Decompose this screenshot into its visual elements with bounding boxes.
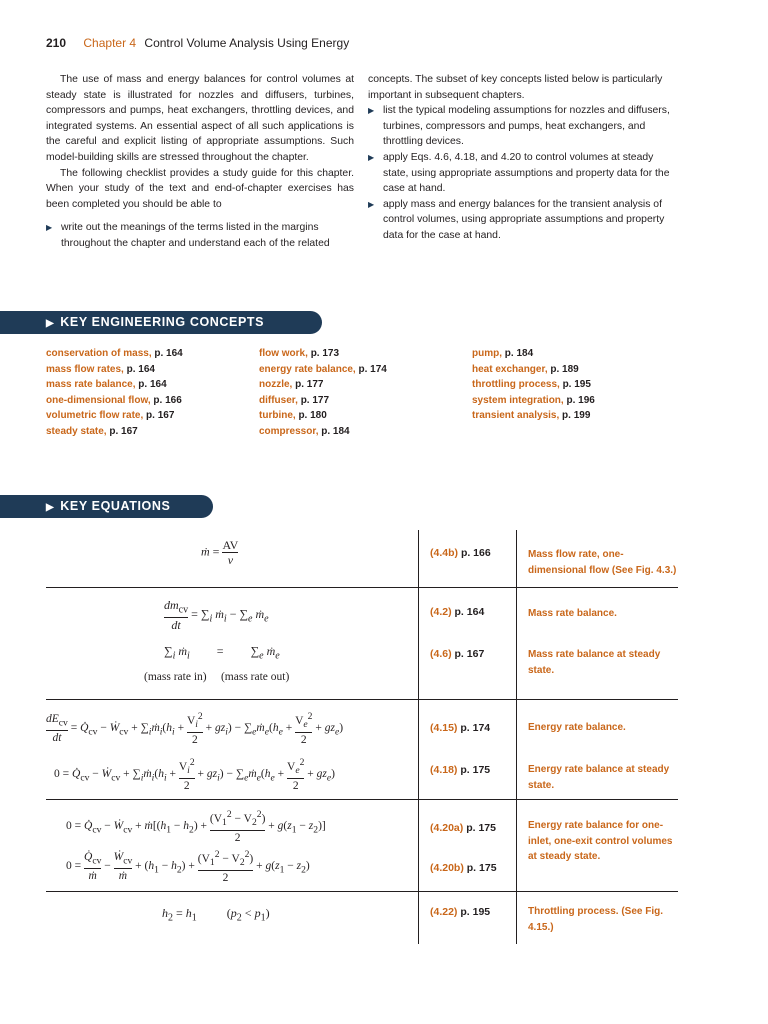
concept-page: p. 196	[566, 394, 595, 406]
checklist-item-1-continued: concepts. The subset of key concepts listed below is particularly important in subsequent chapters.	[368, 74, 663, 101]
concept-page: p. 164	[126, 363, 155, 375]
triangle-arrow-icon: ▶	[46, 502, 55, 513]
mass-rate-labels: (mass rate in) (mass rate out)	[144, 671, 290, 683]
running-header	[46, 36, 349, 50]
intro-paragraph-1: The use of mass and energy balances for control volumes at steady state is illustrated for nozzles and diffusers, turbines, compressors and pumps, heat exchangers, throttling devices, and integrated systems. An essential aspect of all such applications is the careful and explicit listing of appropriate assumptions. Such model-building skills are stressed throughout the chapter.	[46, 74, 354, 163]
concept-term: compressor,	[259, 425, 319, 437]
concept-page: p. 164	[154, 348, 183, 359]
equation-4-22: $h_2 = h_1$ $(p_2 < p_1)$	[162, 906, 270, 924]
concept-term: throttling process,	[472, 379, 560, 391]
concept-term: transient analysis,	[472, 410, 560, 422]
equation-description: Energy rate balance for one-inlet, one-exit control volumes at steady state.	[528, 820, 673, 863]
intro-paragraph-2: The following checklist provides a study guide for this chapter. When your study of the text and end-of-chapter exercises has been completed you should be able to	[46, 167, 354, 210]
intro-right-column	[368, 72, 678, 244]
concept-item	[259, 408, 387, 424]
concept-term: turbine,	[259, 410, 296, 422]
equation-4-4b: ṁ = $\frac{AV}{v}$	[201, 538, 239, 567]
table-divider-2	[516, 530, 517, 944]
checklist	[46, 220, 354, 251]
concept-page: p. 180	[298, 410, 327, 422]
equation-4-20a: $0 = Q̇_{cv}$ − $Ẇ_{cv}$ + $ṁ[(h_1 - h_2)$ + $\frac{(V_1^2 - V_2^2)}{2}$ + $g(z_1 - z_2)$]	[66, 809, 326, 845]
equation-ref: (4.18) p. 175	[430, 764, 491, 776]
table-divider-1	[418, 530, 419, 944]
concept-term: nozzle,	[259, 379, 293, 391]
concept-term: pump,	[472, 348, 502, 359]
concept-item	[472, 346, 595, 362]
concept-item	[259, 346, 387, 362]
equation-description: Energy rate balance at steady state.	[528, 764, 670, 791]
concept-term: one-dimensional flow,	[46, 394, 151, 406]
concept-term: diffuser,	[259, 394, 298, 406]
key-equations-banner	[0, 495, 213, 518]
concept-page: p. 166	[153, 394, 182, 406]
key-equations-heading: KEY EQUATIONS	[60, 499, 171, 513]
concept-item	[259, 377, 387, 393]
equation-ref: (4.4b) p. 166	[430, 547, 491, 559]
key-equations-table	[46, 530, 678, 944]
intro-left-column	[46, 72, 354, 252]
concept-page: p. 174	[358, 363, 387, 375]
equation-description: Throttling process. (See Fig. 4.15.)	[528, 906, 664, 933]
concept-item	[472, 362, 595, 378]
concept-item	[46, 393, 183, 409]
table-rule	[46, 891, 678, 892]
table-rule	[46, 587, 678, 588]
concepts-column-2	[259, 346, 387, 440]
equation-4-6: $\sum_i$ ṁ$_i$ = $\sum_e$ ṁ$_e$	[164, 644, 280, 662]
concept-term: heat exchanger,	[472, 363, 548, 375]
concept-term: conservation of mass,	[46, 348, 152, 359]
concept-page: p. 189	[550, 363, 579, 375]
equation-description: Mass rate balance at steady state.	[528, 649, 661, 676]
concept-item	[46, 424, 183, 440]
checklist-item-4: ▶ apply mass and energy balances for the transient analysis of control volumes, using appropriate assumptions and property data for the case at hand.	[368, 197, 678, 244]
concept-item	[472, 393, 595, 409]
concept-page: p. 184	[504, 348, 534, 359]
key-concepts-heading: KEY ENGINEERING CONCEPTS	[60, 315, 265, 329]
concept-term: volumetric flow rate,	[46, 410, 144, 422]
concept-item	[259, 362, 387, 378]
chapter-label: Chapter 4	[83, 36, 137, 50]
equation-ref: (4.6) p. 167	[430, 648, 485, 660]
equation-description: Mass rate balance.	[528, 608, 617, 619]
concept-item	[472, 377, 595, 393]
key-concepts-banner	[0, 311, 322, 334]
equation-4-2: $\frac{dm_{cv}}{dt}$ = $\sum_i$ ṁ$_i$ − $\sum_e$ ṁ$_e$	[164, 598, 269, 633]
checklist-item-2: ▶ list the typical modeling assumptions for nozzles and diffusers, turbines, compressors and pumps, heat exchangers, and throttling devices.	[368, 103, 678, 150]
chapter-title: Control Volume Analysis Using Energy	[144, 36, 350, 50]
equation-4-18: $0 = Q̇_{cv}$ − $Ẇ_{cv}$ + $\sum_iṁ_i(h_i$ + $\frac{V_i^2}{2}$ + $gz_i$) − $\sum_eṁ_e(h_e$ + $\frac{V_e^2}{2}$ + $gz_e$)	[54, 757, 335, 793]
checklist-continued	[368, 103, 678, 243]
concept-term: energy rate balance,	[259, 363, 356, 375]
concept-page: p. 173	[310, 348, 340, 359]
checklist-item-1: ▶ write out the meanings of the terms listed in the margins throughout the chapter and understand each of the related	[46, 220, 354, 251]
concept-item	[46, 346, 183, 362]
concept-page: p. 199	[562, 410, 591, 422]
triangle-arrow-icon: ▶	[46, 318, 55, 329]
concept-term: steady state,	[46, 425, 107, 437]
equation-ref: (4.20a) p. 175	[430, 822, 496, 834]
concept-term: mass rate balance,	[46, 379, 136, 391]
concept-page: p. 167	[109, 425, 138, 437]
page-number: 210	[46, 36, 67, 50]
equation-ref: (4.2) p. 164	[430, 606, 485, 618]
equation-ref: (4.20b) p. 175	[430, 862, 497, 874]
equation-ref: (4.15) p. 174	[430, 722, 491, 734]
equation-4-20b: 0 = $\frac{Q̇_{cv}}{\text{ṁ}}$ − $\frac{Ẇ_{cv}}{\text{ṁ}}$ + $(h_1 - h_2)$ + $\frac{(V_1^2 - V_2^2)}{2}$ + $g(z_1 - z_2)$	[66, 849, 310, 885]
concept-page: p. 177	[300, 394, 330, 406]
concept-item	[472, 408, 595, 424]
concepts-column-1	[46, 346, 183, 440]
concept-page: p. 177	[295, 379, 324, 391]
concept-item	[259, 424, 387, 440]
concept-item	[46, 377, 183, 393]
equation-description: Energy rate balance.	[528, 722, 626, 733]
concept-page: p. 195	[562, 379, 591, 391]
concept-item	[46, 362, 183, 378]
concept-item	[259, 393, 387, 409]
equation-description: Mass flow rate, one-dimensional flow (See Fig. 4.3.)	[528, 549, 677, 576]
table-rule	[46, 699, 678, 700]
checklist-item-3: ▶ apply Eqs. 4.6, 4.18, and 4.20 to control volumes at steady state, using appropriate assumptions and property data for the case at hand.	[368, 150, 678, 197]
concept-term: flow work,	[259, 348, 308, 359]
concept-item	[46, 408, 183, 424]
table-rule	[46, 799, 678, 800]
concept-term: system integration,	[472, 394, 564, 406]
concept-term: mass flow rates,	[46, 363, 124, 375]
equation-ref: (4.22) p. 195	[430, 906, 491, 918]
concept-page: p. 167	[146, 410, 175, 422]
concept-page: p. 184	[321, 425, 350, 437]
concepts-column-3	[472, 346, 595, 424]
concept-page: p. 164	[138, 379, 167, 391]
equation-4-15: $\frac{dE_{cv}}{dt}$ = $Q̇_{cv}$ − $Ẇ_{cv}$ + $\sum_iṁ_i(h_i$ + $\frac{V_i^2}{2}$ + $gz_i$) − $\sum_eṁ_e(h_e$ + $\frac{V_e^2}{2}$ + $gz_e$)	[46, 711, 344, 747]
